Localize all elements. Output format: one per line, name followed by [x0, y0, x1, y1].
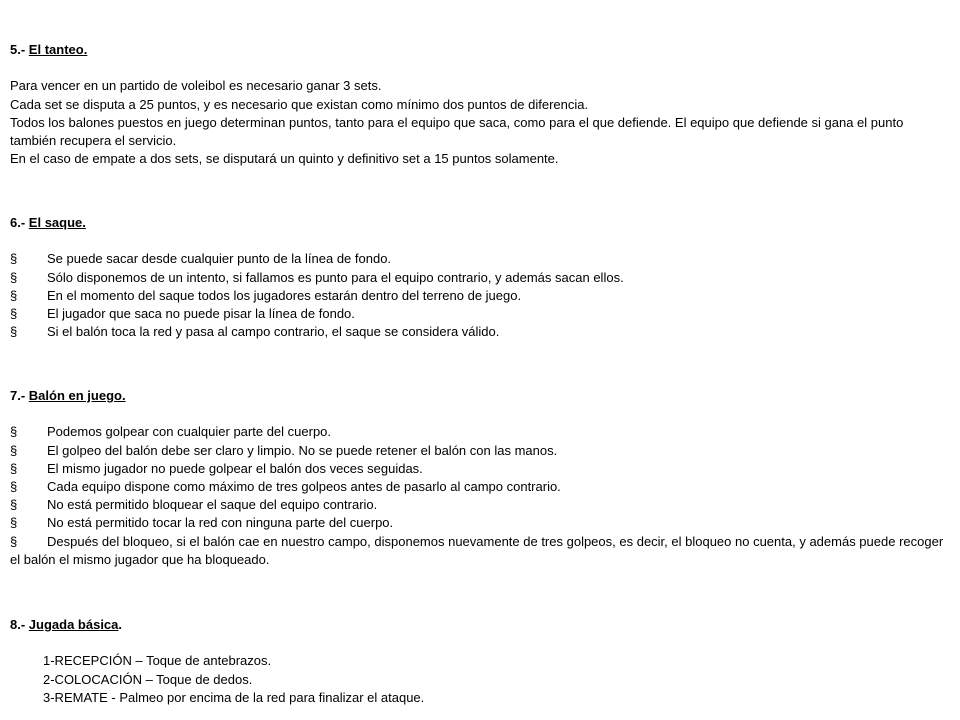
section-number: 7.-	[10, 388, 29, 403]
bullet-mark: §	[10, 306, 18, 321]
section-title: Jugada básica	[28, 617, 119, 632]
paragraph: Cada set se disputa a 25 puntos, y es necesario que existan como mínimo dos puntos de diferencia.	[10, 96, 589, 112]
bullet-mark: §	[10, 424, 18, 440]
section-title-suffix: .	[118, 617, 123, 632]
list-item-text: El mismo jugador no puede golpear el balón dos veces seguidas.	[47, 460, 423, 476]
list-item-text: Sólo disponemos de un intento, si fallamos es punto para el equipo contrario, y además sacan ellos.	[47, 269, 624, 285]
step-item: 2-COLOCACIÓN – Toque de dedos.	[43, 671, 253, 687]
list-item-text: Cada equipo dispone como máximo de tres golpeos antes de pasarlo al campo contrario.	[47, 479, 561, 494]
section-number: 5.-	[10, 42, 29, 57]
list-item-text: No está permitido tocar la red con ninguna parte del cuerpo.	[47, 515, 394, 531]
section-heading	[10, 41, 952, 59]
list-item-text: Si el balón toca la red y pasa al campo contrario, el saque se considera válido.	[47, 324, 500, 340]
section-saque	[10, 214, 952, 341]
section-title: El saque.	[28, 215, 86, 230]
list-item-text: El golpeo del balón debe ser claro y limpio. No se puede retener el balón con las manos.	[47, 442, 558, 458]
section-number: 6.-	[10, 215, 29, 230]
list-item	[10, 460, 952, 478]
bullet-mark: §	[10, 533, 18, 549]
section-title: Balón en juego.	[28, 388, 126, 403]
list-item-text: Después del bloqueo, si el balón cae en nuestro campo, disponemos nuevamente de tres golpeos, es decir, el bloqueo no cuenta, y además puede recoger el balón el mismo jugador que ha bloqueado.	[10, 533, 944, 567]
bullet-mark: §	[10, 479, 18, 494]
section-heading	[10, 616, 952, 634]
bullet-mark: §	[10, 269, 18, 285]
bullet-mark: §	[10, 515, 18, 531]
list-item-text: Podemos golpear con cualquier parte del cuerpo.	[47, 424, 332, 440]
section-number: 8.-	[10, 617, 29, 632]
list-item-text: El jugador que saca no puede pisar la línea de fondo.	[47, 306, 355, 321]
section-tanteo	[10, 41, 952, 168]
paragraph: Para vencer en un partido de voleibol es necesario ganar 3 sets.	[10, 78, 382, 94]
list-item	[10, 287, 952, 305]
bullet-mark: §	[10, 251, 18, 267]
section-balon-en-juego	[10, 387, 952, 569]
list-item	[10, 250, 952, 268]
section-heading	[10, 387, 952, 405]
list-item	[10, 514, 952, 532]
bullet-mark: §	[10, 287, 18, 303]
bullet-mark: §	[10, 324, 18, 340]
list-item	[10, 305, 952, 323]
bullet-mark: §	[10, 442, 18, 458]
list-item	[10, 533, 952, 569]
section-heading	[10, 214, 952, 232]
list-item	[10, 442, 952, 460]
step-item: 3-REMATE - Palmeo por encima de la red para finalizar el ataque.	[43, 689, 425, 705]
list-item	[10, 478, 952, 496]
step-item: 1-RECEPCIÓN – Toque de antebrazos.	[43, 653, 272, 669]
section-title: El tanteo.	[28, 42, 88, 57]
bullet-mark: §	[10, 497, 18, 513]
list-item-text: Se puede sacar desde cualquier punto de la línea de fondo.	[47, 251, 392, 267]
section-jugada-basica	[10, 616, 952, 707]
paragraph: En el caso de empate a dos sets, se disputará un quinto y definitivo set a 15 puntos solamente.	[10, 151, 559, 167]
list-item	[10, 323, 952, 341]
bullet-mark: §	[10, 460, 18, 476]
list-item	[10, 269, 952, 287]
list-item-text: En el momento del saque todos los jugadores estarán dentro del terreno de juego.	[47, 287, 522, 303]
list-item	[10, 423, 952, 441]
list-item	[10, 496, 952, 514]
paragraph: Todos los balones puestos en juego determinan puntos, tanto para el equipo que saca, como para el que defiende. El equipo que defiende si gana el punto también recupera el servicio.	[10, 114, 904, 148]
list-item-text: No está permitido bloquear el saque del equipo contrario.	[47, 497, 378, 513]
